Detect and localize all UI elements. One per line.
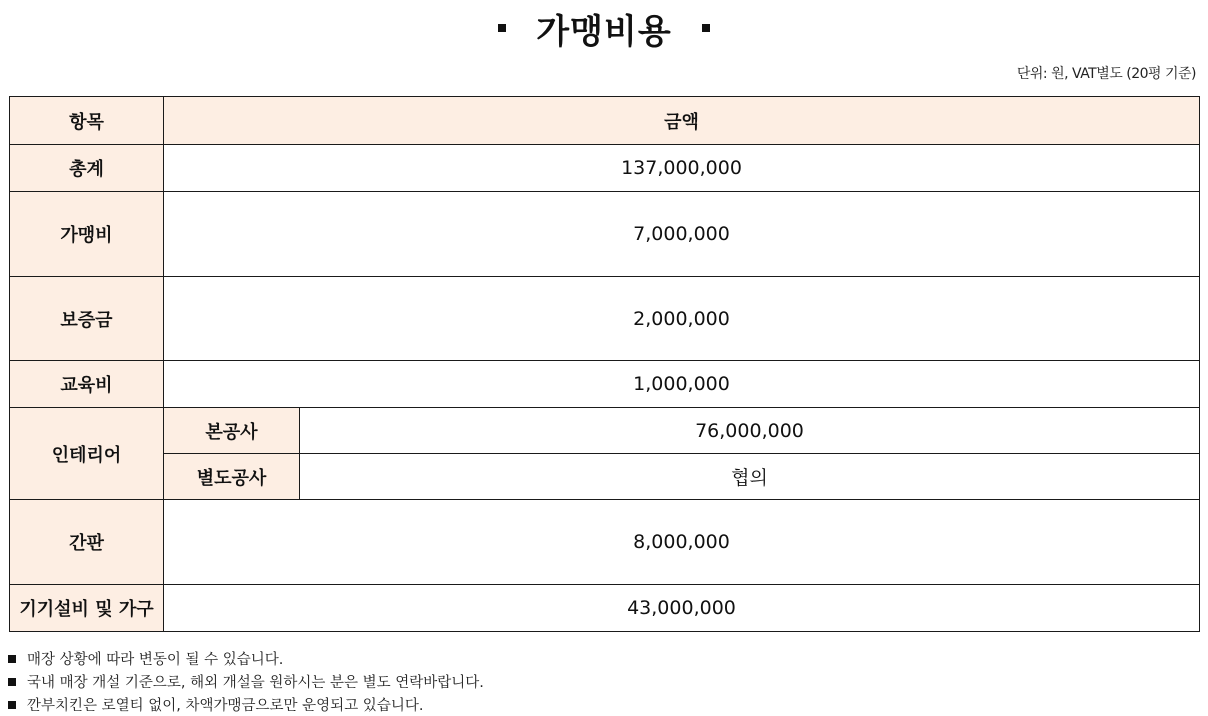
table-row-signboard [10, 500, 1200, 585]
table-header-row [10, 97, 1200, 145]
franchise-cost-table [9, 96, 1200, 632]
row-value-education: 1,000,000 [164, 361, 1200, 408]
unit-note: 단위: 원, VAT별도 (20평 기준) [1016, 66, 1196, 82]
title-right-square-icon [702, 24, 710, 32]
list-item [8, 670, 484, 693]
note-text: 매장 상황에 따라 변동이 될 수 있습니다. [27, 652, 284, 668]
page-title: 가맹비용 [536, 11, 672, 52]
row-label-deposit: 보증금 [10, 277, 164, 361]
square-bullet-icon [8, 655, 16, 663]
row-sublabel-interior-main: 본공사 [164, 408, 300, 454]
table-row-interior-separate [10, 454, 1200, 500]
list-item [8, 647, 484, 670]
title-bar [0, 4, 1208, 52]
row-sublabel-interior-separate: 별도공사 [164, 454, 300, 500]
table-row-franchise-fee [10, 192, 1200, 277]
row-value-interior-separate: 협의 [300, 454, 1200, 500]
note-text: 깐부치킨은 로열티 없이, 차액가맹금으로만 운영되고 있습니다. [27, 698, 424, 714]
table-row-total [10, 145, 1200, 192]
row-value-deposit: 2,000,000 [164, 277, 1200, 361]
row-label-signboard: 간판 [10, 500, 164, 585]
square-bullet-icon [8, 701, 16, 709]
square-bullet-icon [8, 678, 16, 686]
row-value-total: 137,000,000 [164, 145, 1200, 192]
row-value-signboard: 8,000,000 [164, 500, 1200, 585]
row-label-total: 총계 [10, 145, 164, 192]
note-text: 국내 매장 개설 기준으로, 해외 개설을 원하시는 분은 별도 연락바랍니다. [27, 675, 484, 691]
list-item [8, 693, 484, 716]
table-row-interior-main [10, 408, 1200, 454]
title-left-square-icon [498, 24, 506, 32]
row-value-equipment: 43,000,000 [164, 585, 1200, 632]
row-value-interior-main: 76,000,000 [300, 408, 1200, 454]
notes-list [8, 647, 484, 716]
header-item: 항목 [10, 97, 164, 145]
table-row-equipment [10, 585, 1200, 632]
row-label-franchise-fee: 가맹비 [10, 192, 164, 277]
row-label-interior: 인테리어 [10, 408, 164, 500]
row-value-franchise-fee: 7,000,000 [164, 192, 1200, 277]
table-row-deposit [10, 277, 1200, 361]
table-row-education [10, 361, 1200, 408]
header-amount: 금액 [164, 97, 1200, 145]
row-label-education: 교육비 [10, 361, 164, 408]
row-label-equipment: 기기설비 및 가구 [10, 585, 164, 632]
